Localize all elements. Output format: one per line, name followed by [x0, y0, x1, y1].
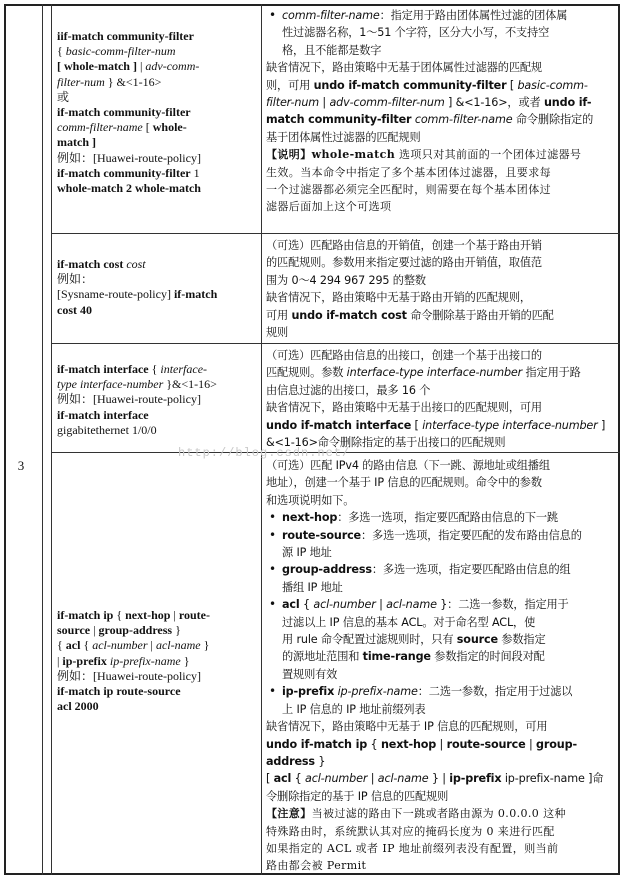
- row3-description: （可选）匹配路由信息的出接口，创建一个基于出接口的 匹配规则。参数 interface-type interface-number 指定用于路 由信息过滤的出接口，最多 16 个 缺省情况下，路由策略中无基于出接口的匹配规则，可用 undo if-match interface [ interface-type interface-number ] &<1-16>命令删除指定的基于出接口的匹配规则: [266, 349, 606, 450]
- step-number: 3: [17, 458, 25, 473]
- row1-description: • comm-filter-name：指定用于路由团体属性过滤的团体属 性过滤器名称，1～51 个字符，区分大小写，不支持空 格，且不能都是数字 缺省情况下，路由策略中无基于团体属性过滤器的匹配规 则，可用 undo if-match community-filter [ basic-comm- filter-num | adv-comm-filter-num ] &<1-16>，或者 undo if- match community-filter comm-filter-name 命令删除指定的 基于团体属性过滤器的匹配规则 【说明】whole-match 选项只对其前面的一个团体过滤器号 生效。当本命令中指定了多个基本团体过滤器，且要求每 一个过滤器都必须完全匹配时，则需要在每个基本团体过 滤器后面加上这个可选项: [266, 7, 614, 216]
- row1-command: iif-match community-filter { basic-comm-filter-num [ whole-match ] | adv-comm- filter-num } &<1-16> 或 if-match community-filter comm-filter-name [ whole- match ] 例如：[Huawei-route-policy] if-match community-filter 1 whole-match 2 whole-match: [57, 29, 201, 196]
- row-divider-1: [51, 233, 620, 234]
- row3-command: if-match interface { interface- type interface-number }&<1-16> 例如：[Huawei-route-policy] if-match interface gigabitethernet 1/0/0: [57, 362, 217, 437]
- row4-description: （可选）匹配 IPv4 的路由信息（下一跳、源地址或组播组 地址），创建一个基于 IP 信息的匹配规则。命令中的参数 和选项说明如下。 • next-hop：多选一选项，指定要匹配路由信息的下一跳 • route-source：多选一选项，指定要匹配的发布路由信息的 源 IP 地址 • group-address：多选一选项，指定要匹配路由信息的组 播组 IP 地址 • acl { acl-number | acl-name }：二选一参数，指定用于 过滤以上 IP 信息的基本 ACL。对于命名型 ACL，使 用 rule 命令配置过滤规则时，只有 source 参数指定 的源地址范围和 time-range 参数指定的时间段对配 置规则有效 • ip-prefix ip-prefix-name：二选一参数，指定用于过滤以 上 IP 信息的 IP 地址前缀列表 缺省情况下，路由策略中无基于 IP 信息的匹配规则，可用 undo if-match ip { next-hop | route-source | group-address } [ acl { acl-number | acl-name } | ip-prefix ip-prefix-name ]命 令删除指定的基于 IP 信息的匹配规则 【注意】当被过滤的路由下一跳或者路由源为 0.0.0.0 这种 特殊路由时，系统默认其对应的掩码长度为 0 来进行匹配 如果指定的 ACL 或者 IP 地址前缀列表没有配置，则当前 路由都会被 Permit: [266, 457, 614, 875]
- column-divider-2: [51, 4, 52, 875]
- row2-command: if-match cost cost 例如： [Sysname-route-policy] if-match cost 40: [57, 257, 218, 317]
- row4-command: if-match ip { next-hop | route- source | group-address } { acl { acl-number | acl-name } | ip-prefix ip-prefix-name } 例如：[Huawei-route-policy] if-match ip route-source acl 2000: [57, 608, 210, 714]
- column-divider-1: [42, 4, 43, 875]
- watermark: http://blog.csdn.net/: [178, 446, 351, 460]
- column-divider-3: [261, 4, 262, 875]
- row2-description: （可选）匹配路由信息的开销值，创建一个基于路由开销 的匹配规则。参数用来指定要过滤的路由开销值，取值范 围为 0～4 294 967 295 的整数 缺省情况下，路由策略中无基于路由开销的匹配规则， 可用 undo if-match cost 命令删除基于路由开销的匹配 规则: [266, 239, 554, 340]
- row-divider-2: [51, 343, 620, 344]
